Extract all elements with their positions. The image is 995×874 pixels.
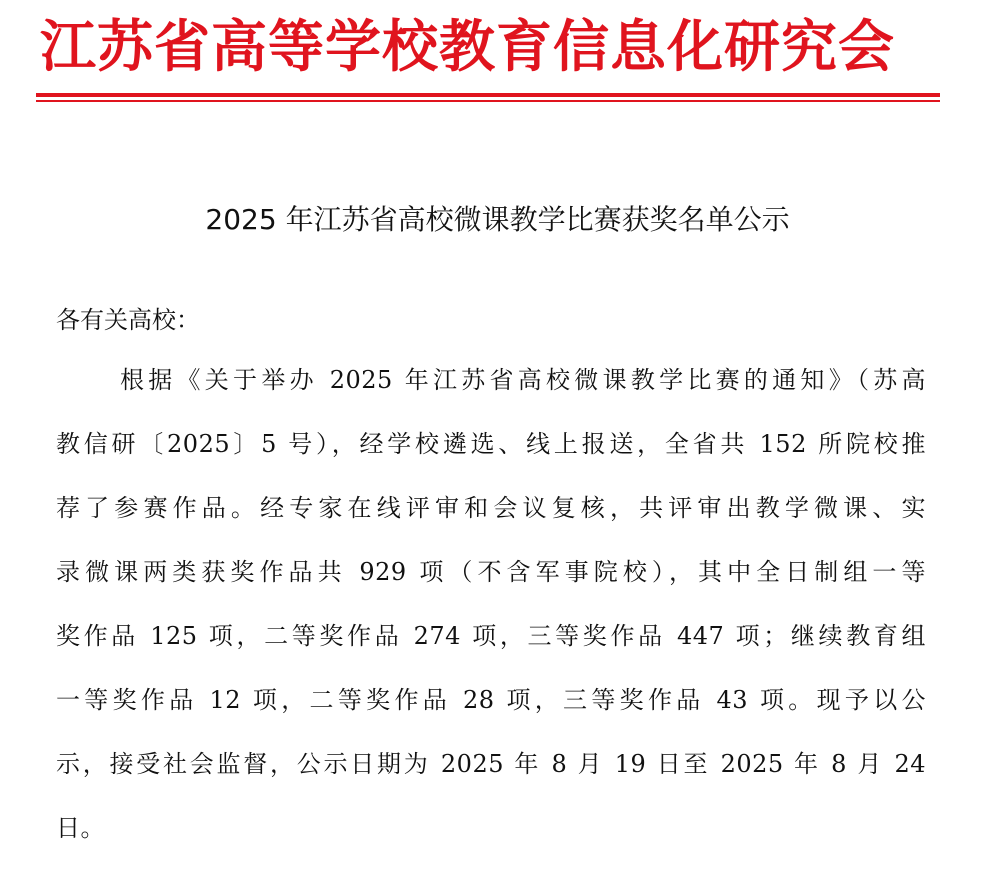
body-line-4: 录微课两类获奖作品共 929 项（不含军事院校），其中全日制组一等 — [56, 558, 926, 586]
body-line-2: 教信研〔2025〕5 号），经学校遴选、线上报送，全省共 152 所院校推 — [56, 430, 926, 458]
letterhead-rule-thick — [36, 93, 940, 97]
salutation: 各有关高校： — [56, 306, 200, 334]
letterhead-org-name: 江苏省高等学校教育信息化研究会 — [40, 15, 895, 80]
body-line-6: 一等奖作品 12 项，二等奖作品 28 项，三等奖作品 43 项。现予以公 — [56, 686, 926, 714]
body-line-7: 示，接受社会监督，公示日期为 2025 年 8 月 19 日至 2025 年 8 月 24 — [56, 750, 926, 778]
body-line-5: 奖作品 125 项，二等奖作品 274 项，三等奖作品 447 项；继续教育组 — [56, 622, 926, 650]
body-line-8: 日。 — [56, 814, 105, 842]
letterhead-rule-thin — [36, 100, 940, 102]
body-line-1: 根据《关于举办 2025 年江苏省高校微课教学比赛的通知》（苏高 — [120, 366, 926, 394]
document-title: 2025 年江苏省高校微课教学比赛获奖名单公示 — [205, 203, 790, 236]
body-line-3: 荐了参赛作品。经专家在线评审和会议复核，共评审出教学微课、实 — [56, 494, 926, 522]
